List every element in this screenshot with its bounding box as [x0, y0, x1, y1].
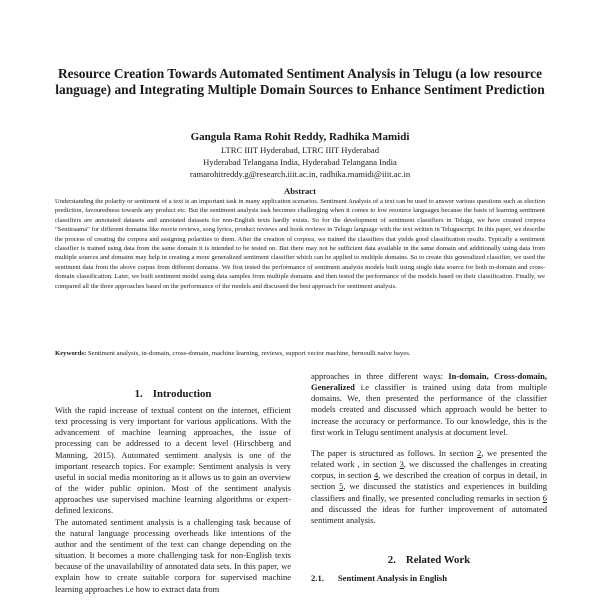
introduction-heading: [55, 388, 291, 401]
introduction-title: Introduction: [152, 388, 212, 400]
keywords-label: Keywords:: [55, 350, 87, 357]
intro-paragraph-1: With the rapid increase of textual content on the internet, efficient text processing is very important for various applications. With the advancement of machine learning approaches, the issue of processing can be addressed to a decent level (Hirschberg and Manning, 2015). Automated sentiment analysis is one of the important research topics. For example: Sentiment analysis is very useful in social media monitoring as it allows us to gain an overview of the wider public opinion. Most of the sentiment analysis approaches use supervised machine learning algorithms or expert-defined lexicons.: [55, 405, 291, 516]
section-ref-link[interactable]: 4: [373, 470, 379, 481]
paper-structure-paragraph: [311, 448, 547, 526]
related-work-title: Related Work: [405, 554, 471, 567]
abstract-heading: Abstract: [284, 186, 316, 196]
section-ref-link[interactable]: 3: [399, 459, 404, 470]
structure-text: and discussed the ideas for further improvement of automated sentiment analysis.: [311, 503, 547, 525]
author-emails: ramarohitreddy.g@research.iiit.ac.in, radhika.mamidi@iiit.ac.in: [189, 168, 411, 179]
section-ref-link[interactable]: 6: [542, 492, 547, 503]
related-work-heading: [311, 554, 547, 567]
keywords: [55, 349, 545, 358]
intro-cont-text: approaches in three different ways:: [311, 371, 449, 381]
affiliation-line-2: Hyderabad Telangana India, Hyderabad Telangana India: [203, 156, 397, 167]
left-column: [55, 388, 291, 595]
subsection-number: 2.1.: [311, 573, 324, 584]
paper-title: Resource Creation Towards Automated Sentiment Analysis in Telugu (a low resource language) and Integrating Multiple Domain Sources to Enhance Sentiment Prediction: [55, 66, 545, 97]
intro-cont-text-2: i.e classifier is trained using data from multiple domains. We, then presented the performance of the classifier models created and discussed which approach would be better to increase the accuracy or performance. To our knowledge, this is the first work in Telugu sentiment analysis at document level.: [311, 382, 547, 437]
structure-text: , we described the creation of corpus in detail, in section: [311, 470, 547, 492]
section-ref-link[interactable]: 2: [477, 447, 482, 458]
subsection-heading: [311, 573, 547, 584]
introduction-number: 1.: [134, 388, 143, 400]
subsection-title: Sentiment Analysis in English: [337, 573, 448, 584]
section-ref-link[interactable]: 5: [339, 481, 344, 492]
intro-paragraph-2: The automated sentiment analysis is a challenging task because of the natural language processing overheads like intentions of the author and the sentiment of the text can change depending on the situation. It becomes a more challenging task for non-English texts because of the unavailability of annotated data sets. In this paper, we explain how to create suitable corpora for supervised machine learning approaches i.e how to extract data from: [55, 516, 291, 594]
affiliation-line-1: LTRC IIIT Hyderabad, LTRC IIIT Hyderabad: [221, 145, 379, 155]
structure-text: The paper is structured as follows. In section: [311, 447, 478, 458]
structure-text: , we discussed the statistics and experiences in building classifiers and finally, we presented concluding remarks in section: [311, 481, 547, 503]
right-column: [311, 371, 547, 584]
related-work-number: 2.: [387, 554, 396, 567]
intro-continuation: [311, 371, 547, 438]
structure-text: , we discussed the challenges in creating corpus, in section: [311, 459, 547, 481]
intro-cont-bold: In-domain, Cross-domain, Generalized: [311, 371, 548, 393]
abstract-text: Understanding the polarity or sentiment of a text is an important task in many application scenarios. Sentiment Analysis of a text can be used to answer various questions such as election prediction, favouredness towards any product etc. But the sentiment analysis task becomes challenging when it comes to low resource languages because the basis of learning sentiment classifiers are annotated datasets and annotated datasets for non-English texts hardly exists. So for the development of sentiment classifiers in Telugu, we have created corpora "Sentiraama" for different domains like movie reviews, song lyrics, product reviews and book reviews in Telugu language with the text written in Teluguscript. In this paper, we describe the process of creating the corpora and assigning polarities to them. After the creation of corpora, we trained the classifiers that yields good classification results. Typically a sentiment classifier is trained using data from the same domain it is intended to be tested on. But there may not be sufficient data available in the same domain and additionally using data from multiple sources and domains may help in creating a more generalized sentiment classifier which can be applied to multiple domains. So to create this generalized classifier, we used the sentiment data from the above corpus from different domains. We first tested the performance of sentiment analysis models built using single data source for both in-domain and cross-domain classification. Later, we built sentiment model using data samples from multiple domains and then tested the performance of the models based on their classification. Finally, we compared all the three approaches based on the performance of the models and discussed the best approach for sentiment analysis.: [55, 198, 545, 290]
keywords-text: Sentiment analysis, in-domain, cross-domain, machine learning, reviews, support vector machine, bernoulli naive bayes.: [87, 350, 411, 357]
structure-text: , we presented the related work , in section: [311, 447, 547, 470]
paper-authors: Gangula Rama Rohit Reddy, Radhika Mamidi: [190, 131, 410, 143]
affiliations: [50, 145, 550, 180]
